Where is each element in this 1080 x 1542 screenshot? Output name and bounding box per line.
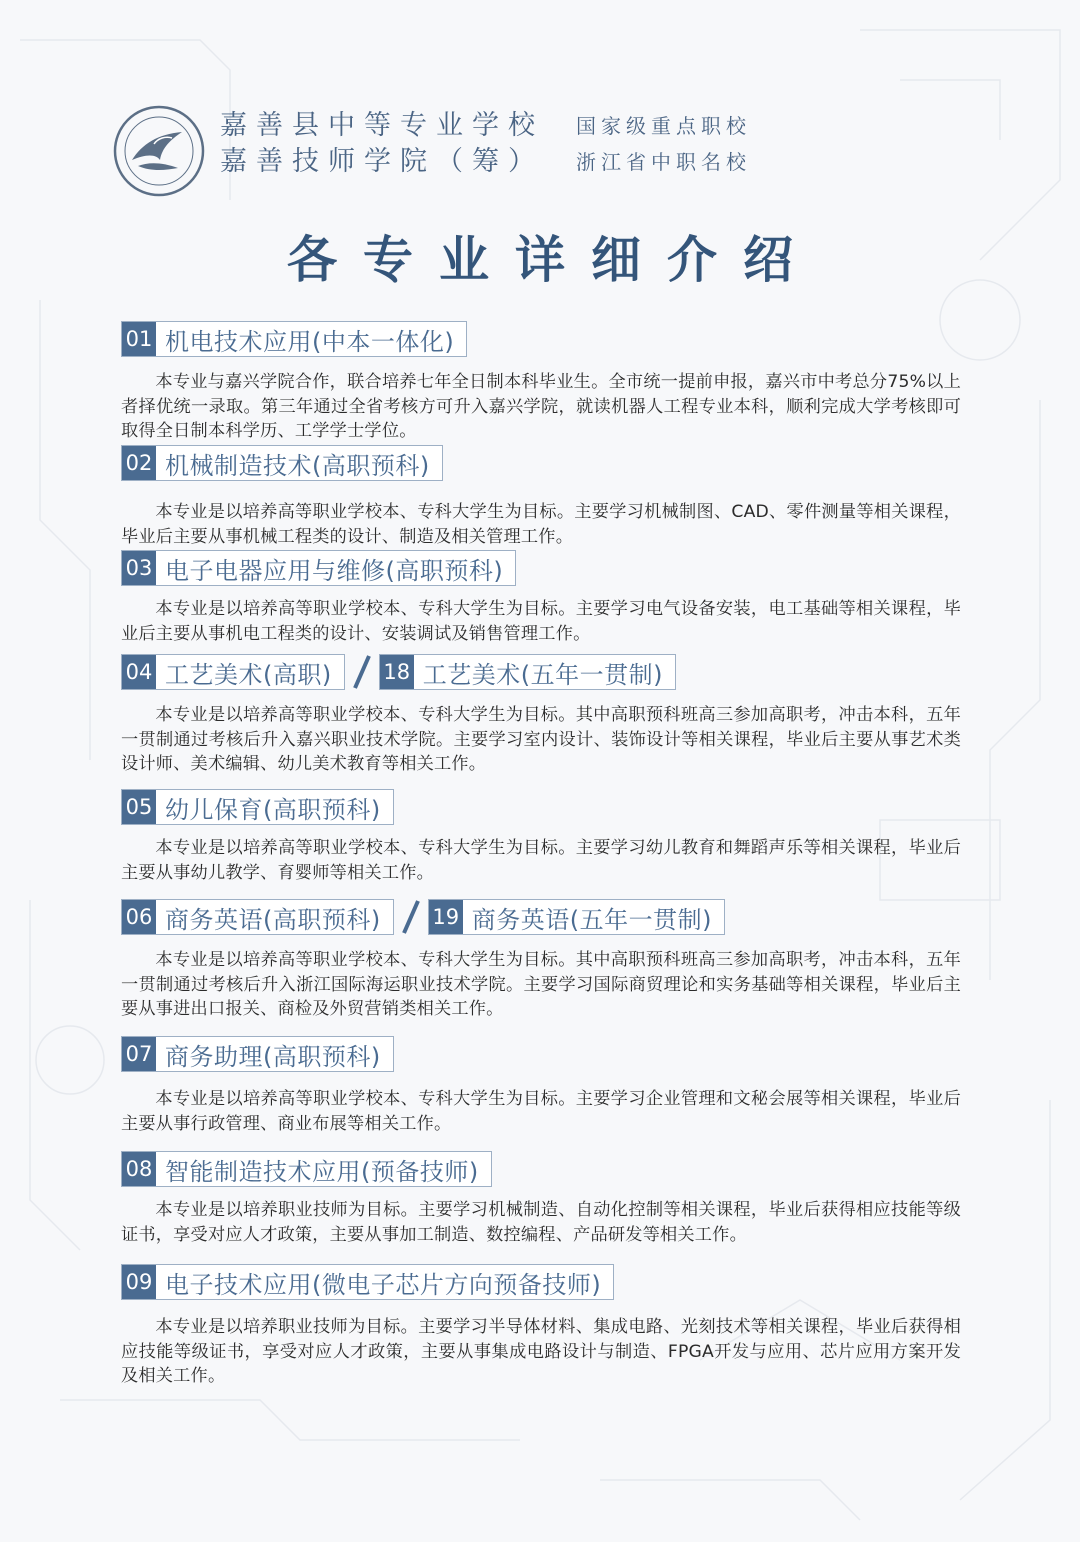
school-tag-national: 国家级重点职校 bbox=[576, 114, 751, 138]
major-description: 本专业是以培养职业技师为目标。主要学习半导体材料、集成电路、光刻技术等相关课程，毕业后获得相应技能等级证书，享受对应人才政策，主要从事集成电路设计与制造、FPGA开发与应用、芯片应用方案开发及相关工作。 bbox=[121, 1317, 961, 1386]
major-section bbox=[121, 1035, 961, 1136]
school-name-secondary: 嘉善技师学院（筹） bbox=[220, 146, 544, 177]
major-heading-box bbox=[121, 1151, 492, 1187]
school-logo-icon bbox=[112, 104, 206, 198]
major-title: 商务英语(高职预科) bbox=[165, 905, 381, 934]
major-description: 本专业与嘉兴学院合作，联合培养七年全日制本科毕业生。全市统一提前申报，嘉兴市中考总分75%以上者择优统一录取。第三年通过全省考核方可升入嘉兴学院，就读机器人工程专业本科，顺利完成大学考核即可取得全日制本科学历、工学学士学位。 bbox=[121, 372, 961, 441]
major-title: 商务英语(五年一贯制) bbox=[471, 905, 712, 934]
slash-divider-icon bbox=[398, 898, 424, 936]
major-heading-box bbox=[121, 445, 443, 481]
major-number: 05 bbox=[122, 790, 156, 824]
major-number: 02 bbox=[122, 446, 156, 480]
major-description: 本专业是以培养高等职业学校本、专科大学生为目标。主要学习幼儿教育和舞蹈声乐等相关课程，毕业后主要从事幼儿教学、育婴师等相关工作。 bbox=[121, 838, 961, 883]
major-description: 本专业是以培养高等职业学校本、专科大学生为目标。主要学习电气设备安装，电工基础等相关课程，毕业后主要从事机电工程类的设计、安装调试及销售管理工作。 bbox=[121, 599, 961, 644]
major-title: 工艺美术(五年一贯制) bbox=[422, 660, 663, 689]
major-heading bbox=[121, 444, 961, 482]
major-title: 机电技术应用(中本一体化) bbox=[165, 327, 455, 356]
school-tag-provincial: 浙江省中职名校 bbox=[576, 150, 751, 174]
school-tags bbox=[576, 108, 751, 180]
major-description: 本专业是以培养高等职业学校本、专科大学生为目标。其中高职预科班高三参加高职考，冲击本科，五年一贯制通过考核后升入嘉兴职业技术学院。主要学习室内设计、装饰设计等相关课程，毕业后主要从事艺术类设计师、美术编辑、幼儿美术教育等相关工作。 bbox=[121, 705, 961, 774]
major-number: 08 bbox=[122, 1152, 156, 1186]
major-section bbox=[121, 653, 961, 777]
major-heading bbox=[121, 1035, 961, 1073]
major-heading bbox=[121, 1150, 961, 1188]
major-title: 电子技术应用(微电子芯片方向预备技师) bbox=[165, 1270, 602, 1299]
major-number: 07 bbox=[122, 1037, 156, 1071]
major-heading-box bbox=[121, 1264, 614, 1300]
major-section bbox=[121, 898, 961, 1022]
major-title: 机械制造技术(高职预科) bbox=[165, 451, 430, 480]
major-section bbox=[121, 320, 961, 444]
school-name-primary: 嘉善县中等专业学校 bbox=[220, 110, 544, 141]
major-title: 商务助理(高职预科) bbox=[165, 1042, 381, 1071]
major-heading-box bbox=[121, 654, 345, 690]
major-number: 18 bbox=[380, 655, 414, 689]
major-heading-box bbox=[121, 550, 516, 586]
major-heading bbox=[121, 788, 961, 826]
page-title: 各专业详细介绍 bbox=[287, 231, 819, 289]
major-number: 04 bbox=[122, 655, 156, 689]
major-title: 电子电器应用与维修(高职预科) bbox=[165, 556, 504, 585]
major-heading-box bbox=[121, 899, 394, 935]
major-heading-box bbox=[428, 899, 725, 935]
major-title: 工艺美术(高职) bbox=[165, 660, 332, 689]
school-names bbox=[220, 108, 544, 180]
slash-divider-icon bbox=[349, 653, 375, 691]
major-description: 本专业是以培养职业技师为目标。主要学习机械制造、自动化控制等相关课程，毕业后获得相应技能等级证书，享受对应人才政策，主要从事加工制造、数控编程、产品研发等相关工作。 bbox=[121, 1200, 961, 1245]
major-number: 03 bbox=[122, 551, 156, 585]
major-number: 01 bbox=[122, 322, 156, 356]
major-heading-box bbox=[121, 789, 394, 825]
major-section bbox=[121, 1150, 961, 1247]
major-heading bbox=[121, 653, 961, 691]
major-heading bbox=[121, 320, 961, 358]
major-description: 本专业是以培养高等职业学校本、专科大学生为目标。主要学习企业管理和文秘会展等相关课程，毕业后主要从事行政管理、商业布展等相关工作。 bbox=[121, 1089, 961, 1134]
major-heading-box bbox=[121, 321, 467, 357]
major-description: 本专业是以培养高等职业学校本、专科大学生为目标。其中高职预科班高三参加高职考，冲击本科，五年一贯制通过考核后升入浙江国际海运职业技术学院。主要学习国际商贸理论和实务基础等相关课程，毕业后主要从事进出口报关、商检及外贸营销类相关工作。 bbox=[121, 950, 961, 1019]
major-title: 幼儿保育(高职预科) bbox=[165, 795, 381, 824]
major-section bbox=[121, 788, 961, 885]
major-heading bbox=[121, 898, 961, 936]
major-number: 06 bbox=[122, 900, 156, 934]
major-section bbox=[121, 444, 961, 549]
major-heading-box bbox=[379, 654, 676, 690]
major-title: 智能制造技术应用(预备技师) bbox=[165, 1157, 479, 1186]
major-number: 19 bbox=[429, 900, 463, 934]
major-section bbox=[121, 1263, 961, 1389]
major-heading bbox=[121, 549, 961, 587]
major-number: 09 bbox=[122, 1265, 156, 1299]
major-heading bbox=[121, 1263, 961, 1301]
major-section bbox=[121, 549, 961, 646]
major-description: 本专业是以培养高等职业学校本、专科大学生为目标。主要学习机械制图、CAD、零件测量等相关课程，毕业后主要从事机械工程类的设计、制造及相关管理工作。 bbox=[121, 502, 961, 547]
major-heading-box bbox=[121, 1036, 394, 1072]
